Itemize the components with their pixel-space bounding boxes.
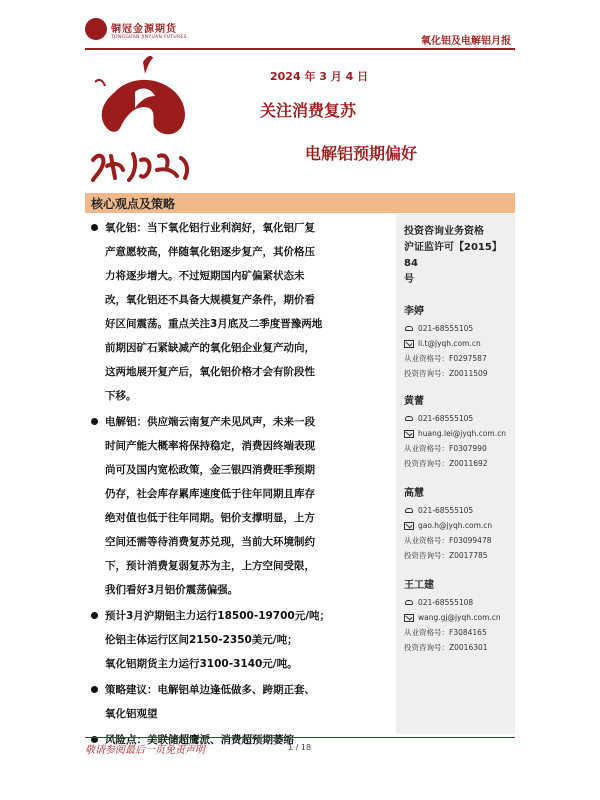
- analyst-practice-number: 从业资格号：F03099478: [404, 536, 492, 545]
- analyst-consult-number: 投资咨询号：Z0011509: [404, 369, 488, 378]
- analyst-email[interactable]: huang.lei@jyqh.com.cn: [418, 429, 506, 438]
- page-number: 1 / 18: [288, 743, 312, 752]
- analyst-phone: 021-68555105: [418, 506, 474, 515]
- text-line: 氧化铝期货主力运行3100-3140元/吨。: [105, 658, 298, 670]
- disclaimer-link[interactable]: 敬请参阅最后一页免责声明: [85, 745, 205, 756]
- company-name-en: TONGGUAN JINYUAN FUTURES: [111, 35, 187, 40]
- license-number: 沪证监许可【2015】84: [404, 242, 502, 269]
- company-logo-icon: [85, 18, 107, 40]
- analyst-phone: 021-68555105: [418, 414, 474, 423]
- email-icon: [404, 614, 414, 622]
- text-line: 氧化铝：当下氧化铝行业利润好，氧化铝厂复: [105, 222, 315, 234]
- analyst-consult-number: 投资咨询号：Z0017785: [404, 551, 488, 560]
- analyst-consult-number: 投资咨询号：Z0011692: [404, 459, 488, 468]
- phone-icon: [404, 507, 414, 515]
- license-info: [404, 224, 512, 288]
- report-date: 2024 年 3 月 4 日: [270, 70, 369, 83]
- text-line: 策略建议：电解铝单边逢低做多、跨期正套、: [105, 684, 315, 696]
- email-icon: [404, 522, 414, 530]
- bullet-strategy: [85, 678, 393, 726]
- bullet-icon: [91, 612, 98, 619]
- phone-icon: [404, 325, 414, 333]
- text-line: 前期因矿石紧缺减产的氧化铝企业复产动向，: [105, 342, 315, 354]
- text-line: 空间还需等待消费复苏兑现，当前大环境制约: [105, 536, 315, 548]
- text-line: 风险点：美联储超鹰派、消费超预期萎缩: [105, 734, 294, 746]
- email-icon: [404, 430, 414, 438]
- analyst-practice-number: 从业资格号：F0307990: [404, 444, 487, 453]
- text-line: 仍存，社会库存累库速度低于往年同期且库存: [105, 488, 315, 500]
- bullet-alumina: [85, 216, 393, 408]
- page-footer: [85, 737, 515, 758]
- text-line: 产意愿较高，伴随氧化铝逐步复产，其价格压: [105, 246, 315, 258]
- analyst-practice-number: 从业资格号：F0297587: [404, 354, 487, 363]
- text-line: 氧化铝观望: [105, 708, 158, 720]
- page-header: [85, 14, 515, 50]
- bullet-icon: [91, 224, 98, 231]
- brand-logo-art: [85, 52, 200, 192]
- text-line: 好区间震荡。重点关注3月底及二季度晋豫两地: [105, 318, 323, 330]
- text-line: 这两地展开复产后，氧化铝价格才会有阶段性: [105, 366, 315, 378]
- analyst-card: [404, 302, 514, 381]
- analyst-consult-number: 投资咨询号：Z0016301: [404, 643, 488, 652]
- bullet-icon: [91, 418, 98, 425]
- analyst-email[interactable]: gao.h@jyqh.com.cn: [418, 521, 493, 530]
- analyst-name: 黄蕾: [404, 396, 424, 407]
- bullet-icon: [91, 686, 98, 693]
- analyst-phone: 021-68555105: [418, 324, 474, 333]
- company-name-cn: 铜冠金源期货: [111, 24, 177, 35]
- text-line: 改，氧化铝还不具备大规模复产条件，期价看: [105, 294, 315, 306]
- analyst-sidebar: [396, 214, 515, 734]
- license-title: 投资咨询业务资格: [404, 226, 484, 237]
- text-line: 电解铝：供应端云南复产未见风声，未来一段: [105, 416, 315, 428]
- text-line: 尚可及国内宽松政策，金三银四消费旺季预期: [105, 464, 315, 476]
- license-number-suffix: 号: [404, 274, 414, 285]
- bullet-price-forecast: [85, 604, 393, 676]
- analyst-email[interactable]: wang.gj@jyqh.com.cn: [418, 613, 501, 622]
- text-line: 我们看好3月铝价震荡偏强。: [105, 584, 239, 596]
- analyst-name: 李婷: [404, 306, 424, 317]
- report-title: 关注消费复苏: [260, 101, 357, 120]
- phone-icon: [404, 599, 414, 607]
- text-line: 预计3月沪期铝主力运行18500-19700元/吨；: [105, 610, 331, 622]
- analyst-name: 王工建: [404, 580, 434, 591]
- analyst-email[interactable]: li.t@jyqh.com.cn: [418, 339, 481, 348]
- analyst-card: [404, 576, 514, 655]
- text-line: 伦铝主体运行区间2150-2350美元/吨；: [105, 634, 298, 646]
- section-title: 核心观点及策略: [91, 197, 176, 211]
- analyst-practice-number: 从业资格号：F3084165: [404, 628, 487, 637]
- analyst-card: [404, 484, 514, 563]
- section-header-bar: [85, 193, 515, 213]
- text-line: 绝对值也低于往年同期。铝价支撑明显，上方: [105, 512, 315, 524]
- text-line: 时间产能大概率将保持稳定，消费因终端表现: [105, 440, 315, 452]
- text-line: 下，预计消费复弱复苏为主，上方空间受限，: [105, 560, 315, 572]
- text-line: 力将逐步增大。不过短期国内矿偏紧状态未: [105, 270, 305, 282]
- report-type: 氧化铝及电解铝月报: [421, 36, 511, 47]
- key-points-list: [85, 214, 393, 752]
- calligraphy-signature: [93, 154, 187, 180]
- bullet-electrolytic-aluminum: [85, 410, 393, 602]
- analyst-name: 高慧: [404, 488, 424, 499]
- text-line: 下移。: [105, 390, 137, 402]
- analyst-card: [404, 392, 514, 471]
- report-subtitle: 电解铝预期偏好: [305, 144, 418, 163]
- phone-icon: [404, 415, 414, 423]
- analyst-phone: 021-68555108: [418, 598, 474, 607]
- email-icon: [404, 340, 414, 348]
